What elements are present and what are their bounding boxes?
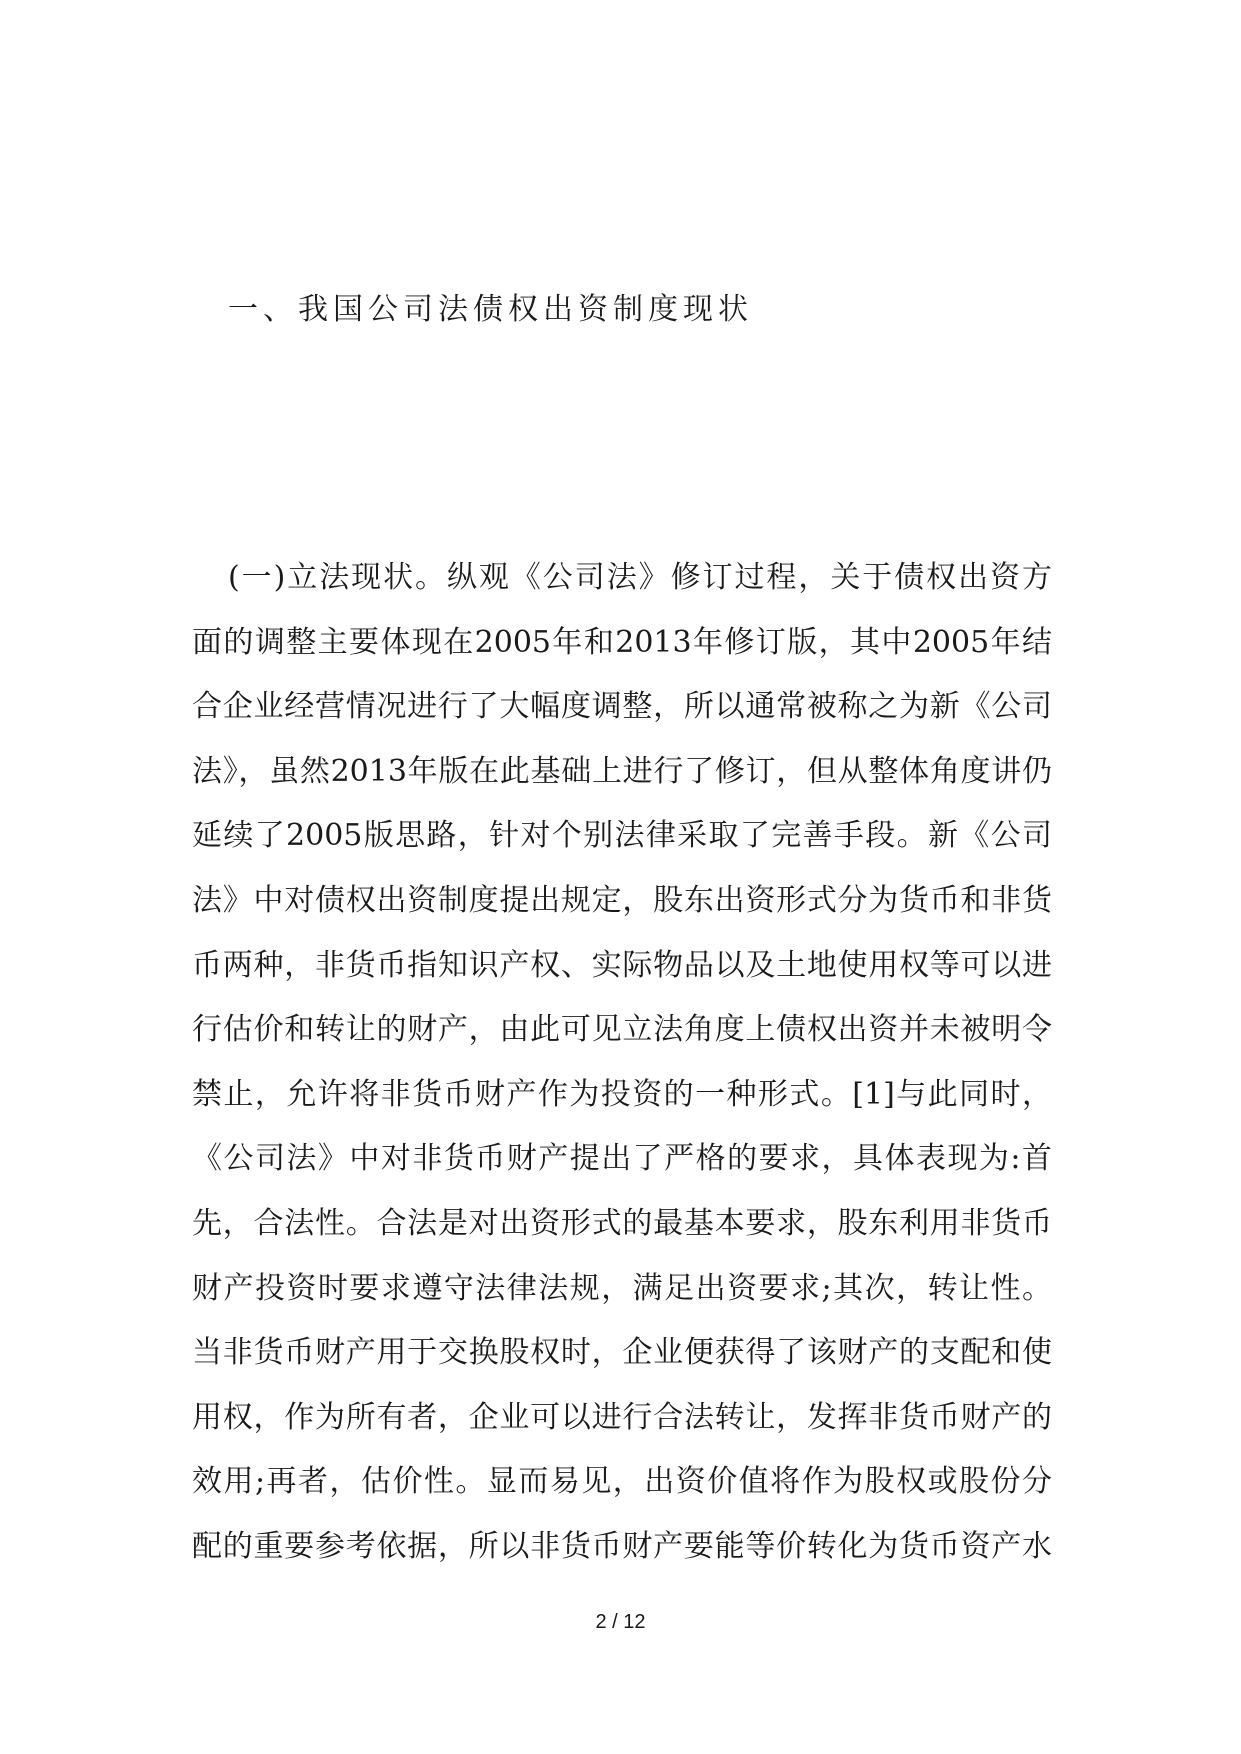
- paragraph-line: 面的调整主要体现在2005年和2013年修订版，其中2005年结: [192, 624, 1052, 660]
- paragraph-line: 《公司法》中对非货币财产提出了严格的要求，具体表现为:首: [192, 1141, 1052, 1177]
- paragraph-line: 效用;再者，估价性。显而易见，出资价值将作为股权或股份分: [192, 1464, 1052, 1500]
- paragraph-line: (一)立法现状。纵观《公司法》修订过程，关于债权出资方: [228, 560, 1052, 595]
- paragraph-line: 币两种，非货币指知识产权、实际物品以及土地使用权等可以进: [192, 947, 1052, 983]
- paragraph-line: 用权，作为所有者，企业可以进行合法转让，发挥非货币财产的: [192, 1399, 1052, 1435]
- body-paragraph: [192, 546, 1052, 1580]
- paragraph-line: 合企业经营情况进行了大幅度调整，所以通常被称之为新《公司: [192, 689, 1052, 725]
- paragraph-line: 先，合法性。合法是对出资形式的最基本要求，股东利用非货币: [192, 1205, 1052, 1241]
- paragraph-line: 法》中对债权出资制度提出规定，股东出资形式分为货币和非货: [192, 882, 1052, 918]
- paragraph-line: 延续了2005版思路，针对个别法律采取了完善手段。新《公司: [192, 818, 1052, 854]
- paragraph-line: 法》，虽然2013年版在此基础上进行了修订，但从整体角度讲仍: [192, 753, 1052, 789]
- paragraph-line: 行估价和转让的财产，由此可见立法角度上债权出资并未被明令: [192, 1012, 1052, 1048]
- section-heading: 一、我国公司法债权出资制度现状: [228, 292, 753, 327]
- paragraph-line: 财产投资时要求遵守法律法规，满足出资要求;其次，转让性。: [192, 1270, 1052, 1306]
- paragraph-line: 禁止，允许将非货币财产作为投资的一种形式。[1]与此同时，: [192, 1076, 1052, 1112]
- paragraph-line: 当非货币财产用于交换股权时，企业便获得了该财产的支配和使: [192, 1335, 1052, 1371]
- paragraph-line: 配的重要参考依据，所以非货币财产要能等价转化为货币资产水: [192, 1528, 1052, 1564]
- page-number: 2 / 12: [595, 1611, 646, 1633]
